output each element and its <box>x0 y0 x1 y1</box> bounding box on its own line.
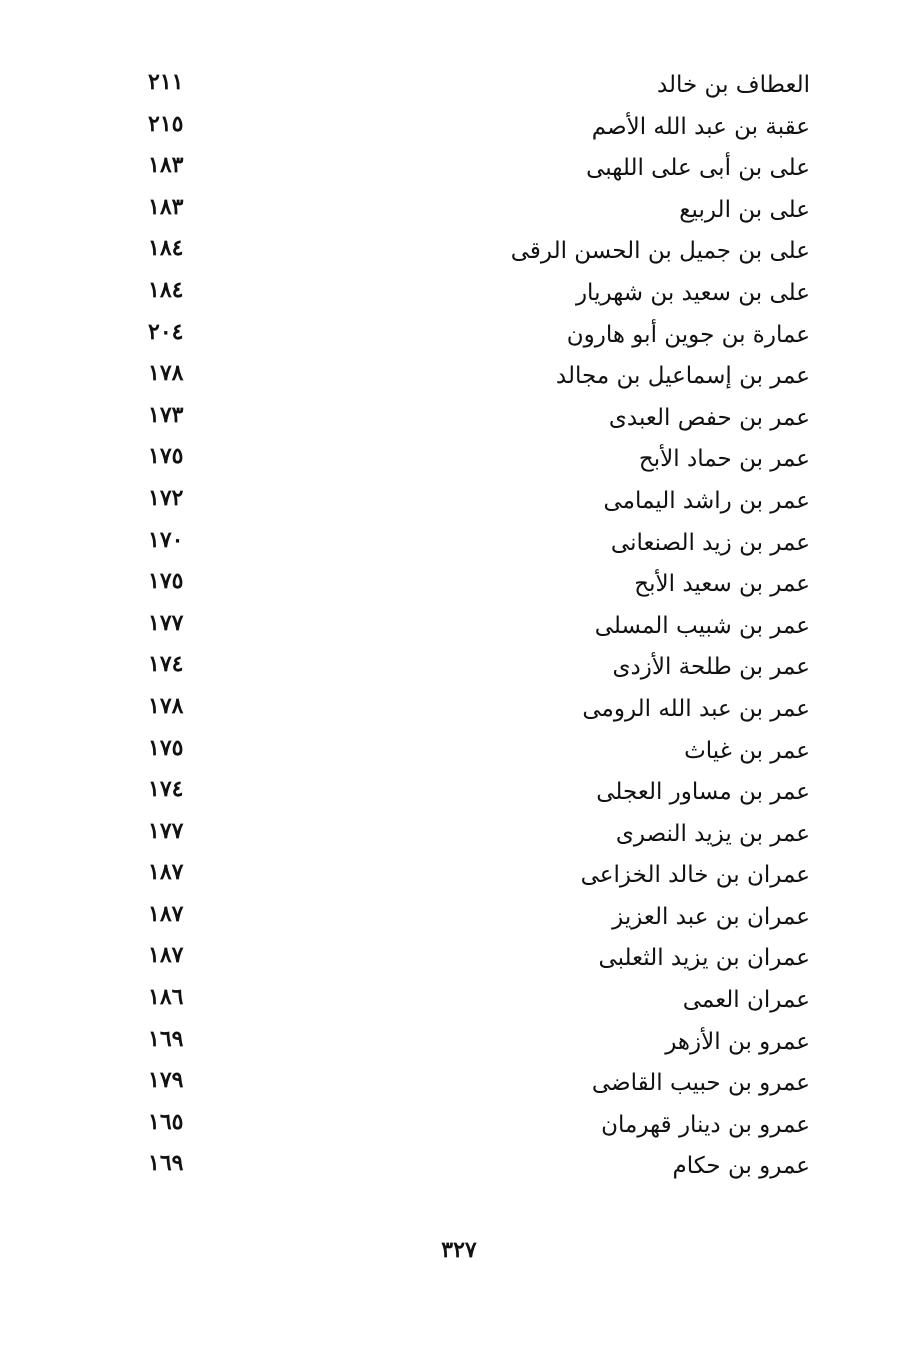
entry-page-number: ٢٠٤ <box>148 318 184 345</box>
entry-page-number: ١٧٤ <box>148 651 184 678</box>
index-list <box>0 66 918 1189</box>
index-row <box>0 856 918 898</box>
entry-name: على بن سعيد بن شهريار <box>575 279 810 306</box>
entry-page-number: ١٨٣ <box>148 193 184 220</box>
entry-name: عمر بن إسماعيل بن مجالد <box>555 363 810 390</box>
entry-name: عمر بن حماد الأبح <box>638 446 810 473</box>
index-row <box>0 898 918 940</box>
index-row <box>0 357 918 399</box>
entry-name: عمارة بن جوين أبو هارون <box>566 321 810 348</box>
entry-page-number: ١٦٩ <box>148 1150 184 1177</box>
index-row <box>0 1064 918 1106</box>
index-row <box>0 1147 918 1189</box>
entry-name: عمران العمى <box>682 987 810 1014</box>
entry-page-number: ١٨٤ <box>148 235 184 262</box>
index-row <box>0 981 918 1023</box>
index-row <box>0 440 918 482</box>
entry-page-number: ١٧٥ <box>148 443 184 470</box>
index-row <box>0 399 918 441</box>
entry-name: على بن جميل بن الحسن الرقى <box>510 238 810 265</box>
index-row <box>0 732 918 774</box>
index-row <box>0 316 918 358</box>
index-row <box>0 191 918 233</box>
index-row <box>0 565 918 607</box>
entry-page-number: ١٧٤ <box>148 776 184 803</box>
entry-page-number: ١٧٧ <box>148 609 184 636</box>
entry-page-number: ١٨٤ <box>148 276 184 303</box>
entry-name: عمرو بن حبيب القاضى <box>591 1070 810 1097</box>
entry-page-number: ١٨٧ <box>148 900 184 927</box>
entry-page-number: ٢١٥ <box>148 110 184 137</box>
entry-name: عمرو بن حكام <box>672 1153 810 1180</box>
entry-name: عمرو بن الأزهر <box>665 1028 810 1055</box>
entry-page-number: ١٧٨ <box>148 360 184 387</box>
entry-name: عمران بن عبد العزيز <box>612 903 810 930</box>
entry-page-number: ١٧٠ <box>148 526 184 553</box>
entry-name: عمران بن خالد الخزاعى <box>580 862 810 889</box>
entry-name: عمر بن زيد الصنعانى <box>610 529 810 556</box>
entry-page-number: ١٨٧ <box>148 859 184 886</box>
index-row <box>0 108 918 150</box>
index-row <box>0 607 918 649</box>
entry-name: عمر بن راشد اليمامى <box>603 487 810 514</box>
entry-page-number: ١٧٧ <box>148 817 184 844</box>
entry-name: عمر بن عبد الله الرومى <box>582 695 810 722</box>
entry-name: العطاف بن خالد <box>656 72 810 98</box>
entry-page-number: ١٦٥ <box>148 1108 184 1135</box>
index-row <box>0 1023 918 1065</box>
index-row <box>0 773 918 815</box>
entry-page-number: ١٧٨ <box>148 692 184 719</box>
entry-name: عمر بن حفص العبدى <box>608 404 810 431</box>
entry-name: عمر بن غياث <box>684 737 810 764</box>
entry-page-number: ١٨٣ <box>148 152 184 179</box>
entry-name: عمر بن طلحة الأزدى <box>612 654 810 681</box>
entry-page-number: ١٧٥ <box>148 734 184 761</box>
index-row <box>0 232 918 274</box>
entry-page-number: ١٧٣ <box>148 401 184 428</box>
page-number: ٣٢٧ <box>441 1237 477 1263</box>
index-row <box>0 1106 918 1148</box>
entry-name: عمران بن يزيد الثعلبى <box>598 945 810 972</box>
entry-name: عقبة بن عبد الله الأصم <box>591 113 810 140</box>
entry-page-number: ٢١١ <box>148 69 184 95</box>
entry-page-number: ١٧٥ <box>148 568 184 595</box>
index-row <box>0 524 918 566</box>
index-row <box>0 66 918 108</box>
entry-name: على بن أبى على اللهبى <box>586 155 810 182</box>
entry-page-number: ١٦٩ <box>148 1025 184 1052</box>
entry-page-number: ١٧٢ <box>148 484 184 511</box>
entry-page-number: ١٧٩ <box>148 1067 184 1094</box>
entry-name: عمر بن سعيد الأبح <box>634 571 810 598</box>
index-row <box>0 690 918 732</box>
index-row <box>0 149 918 191</box>
index-row <box>0 939 918 981</box>
index-row <box>0 482 918 524</box>
entry-page-number: ١٨٧ <box>148 942 184 969</box>
index-row <box>0 648 918 690</box>
index-row <box>0 274 918 316</box>
entry-name: عمر بن يزيد النصرى <box>615 820 810 847</box>
entry-name: عمرو بن دينار قهرمان <box>601 1111 810 1138</box>
entry-page-number: ١٨٦ <box>148 984 184 1011</box>
index-row <box>0 815 918 857</box>
entry-name: عمر بن شبيب المسلى <box>594 612 810 639</box>
entry-name: عمر بن مساور العجلى <box>596 779 810 806</box>
entry-name: على بن الربيع <box>679 196 810 223</box>
